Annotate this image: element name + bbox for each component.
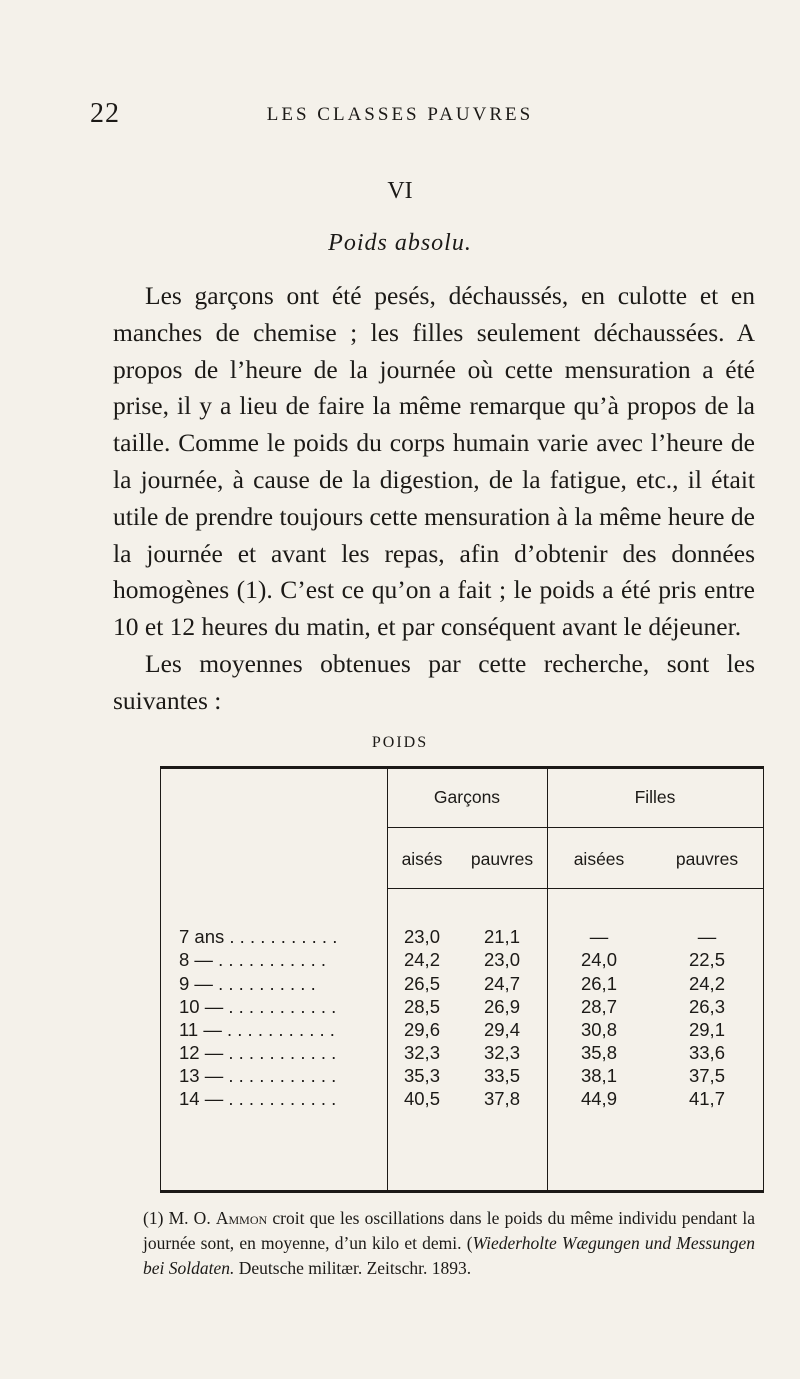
- cell-garcons-pauvres: 24,7: [483, 973, 520, 994]
- table-row: [161, 1042, 761, 1064]
- cell-filles-aisees: 35,8: [580, 1042, 617, 1063]
- cell-filles-aisees: 26,1: [580, 973, 617, 994]
- row-label: 7 ans . . . . . . . . . . .: [179, 926, 338, 947]
- row-label: 8 — . . . . . . . . . . .: [179, 949, 327, 970]
- table-row: [161, 949, 761, 971]
- cell-filles-pauvres: 41,7: [688, 1088, 725, 1109]
- citation-open: (: [466, 1233, 473, 1253]
- cell-filles-pauvres: 22,5: [688, 949, 725, 970]
- cell-filles-aisees: 30,8: [580, 1019, 617, 1040]
- cell-garcons-aises: 24,2: [403, 949, 440, 970]
- group-header-garcons: Garçons: [433, 787, 501, 807]
- row-label: 12 — . . . . . . . . . . .: [179, 1042, 337, 1063]
- weight-table: [160, 766, 764, 1193]
- row-label: 10 — . . . . . . . . . . .: [179, 996, 337, 1017]
- table-row: [161, 926, 761, 948]
- section-title: Poids absolu.: [328, 230, 472, 256]
- cell-filles-aisees: —: [589, 926, 609, 947]
- group-header-filles: Filles: [634, 787, 676, 807]
- body-text: [113, 278, 755, 720]
- cell-garcons-pauvres: 29,4: [483, 1019, 520, 1040]
- citation-title: Wiederholte Wægungen und Messungen bei Soldaten.: [143, 1233, 756, 1278]
- citation-rest: Deutsche militær. Zeitschr. 1893.: [238, 1258, 472, 1278]
- cell-garcons-pauvres: 37,8: [483, 1088, 520, 1109]
- table-row: [161, 1019, 761, 1041]
- row-label: 13 — . . . . . . . . . . .: [179, 1065, 337, 1086]
- table-row: [161, 1065, 761, 1087]
- cell-garcons-pauvres: 26,9: [483, 996, 520, 1017]
- paragraph-1: Les garçons ont été pesés, déchaussés, en culotte et en manches de chemise ; les filles seulement déchaussées. A propos de l’heure de la journée où cette mensuration a été prise, il y a lieu de faire la même remarque qu’à propos de la taille. Comme le poids du corps humain varie avec l’heure de la journée, à cause de la digestion, de la fatigue, etc., il était utile de prendre toujours cette mensuration à la même heure de la journée et avant les repas, afin d’obtenir des données homogènes (1). C’est ce qu’on a fait ; le poids a été pris entre 10 et 12 heures du matin, et par conséquent avant le déjeuner.: [113, 281, 755, 642]
- cell-filles-pauvres: 29,1: [688, 1019, 725, 1040]
- header-rule: [387, 827, 764, 828]
- footnote: [143, 1206, 755, 1281]
- cell-garcons-aises: 32,3: [403, 1042, 440, 1063]
- table-row: [161, 1088, 761, 1110]
- cell-filles-aisees: 28,7: [580, 996, 617, 1017]
- row-label: 14 — . . . . . . . . . . .: [179, 1088, 337, 1109]
- cell-garcons-aises: 26,5: [403, 973, 440, 994]
- cell-garcons-pauvres: 23,0: [483, 949, 520, 970]
- subheader-filles-pauvres: pauvres: [675, 849, 739, 869]
- cell-garcons-aises: 29,6: [403, 1019, 440, 1040]
- cell-garcons-aises: 28,5: [403, 996, 440, 1017]
- cell-garcons-pauvres: 21,1: [483, 926, 520, 947]
- running-head: LES CLASSES PAUVRES: [266, 104, 534, 125]
- cell-filles-aisees: 44,9: [580, 1088, 617, 1109]
- table-row: [161, 996, 761, 1018]
- cell-filles-pauvres: 33,6: [688, 1042, 725, 1063]
- row-label: 11 — . . . . . . . . . . .: [179, 1019, 335, 1040]
- cell-garcons-aises: 23,0: [403, 926, 440, 947]
- cell-garcons-pauvres: 33,5: [483, 1065, 520, 1086]
- row-label: 9 — . . . . . . . . . .: [179, 973, 316, 994]
- table-row: [161, 973, 761, 995]
- cell-filles-pauvres: 37,5: [688, 1065, 725, 1086]
- cell-filles-aisees: 38,1: [580, 1065, 617, 1086]
- footnote-text: croit que les oscillations dans le poids du même individu pendant la journée sont, en moyenne, d’un kilo et demi.: [143, 1208, 755, 1253]
- cell-garcons-aises: 40,5: [403, 1088, 440, 1109]
- subheader-garcons-pauvres: pauvres: [470, 849, 534, 869]
- cell-filles-pauvres: —: [697, 926, 717, 947]
- cell-garcons-pauvres: 32,3: [483, 1042, 520, 1063]
- subheader-filles-aisees: aisées: [573, 849, 625, 869]
- paragraph-2: Les moyennes obtenues par cette recherche, sont les suivantes :: [113, 648, 755, 715]
- page-number: 22: [90, 98, 120, 129]
- cell-filles-pauvres: 24,2: [688, 973, 725, 994]
- cell-filles-pauvres: 26,3: [688, 996, 725, 1017]
- footnote-marker: (1) M. O.: [143, 1208, 211, 1228]
- footnote-author: Ammon: [215, 1208, 268, 1228]
- cell-filles-aisees: 24,0: [580, 949, 617, 970]
- cell-garcons-aises: 35,3: [403, 1065, 440, 1086]
- section-number: VI: [387, 178, 413, 204]
- subheader-garcons-aises: aisés: [401, 849, 443, 869]
- table-caption: POIDS: [371, 734, 429, 751]
- header-rule: [387, 888, 764, 889]
